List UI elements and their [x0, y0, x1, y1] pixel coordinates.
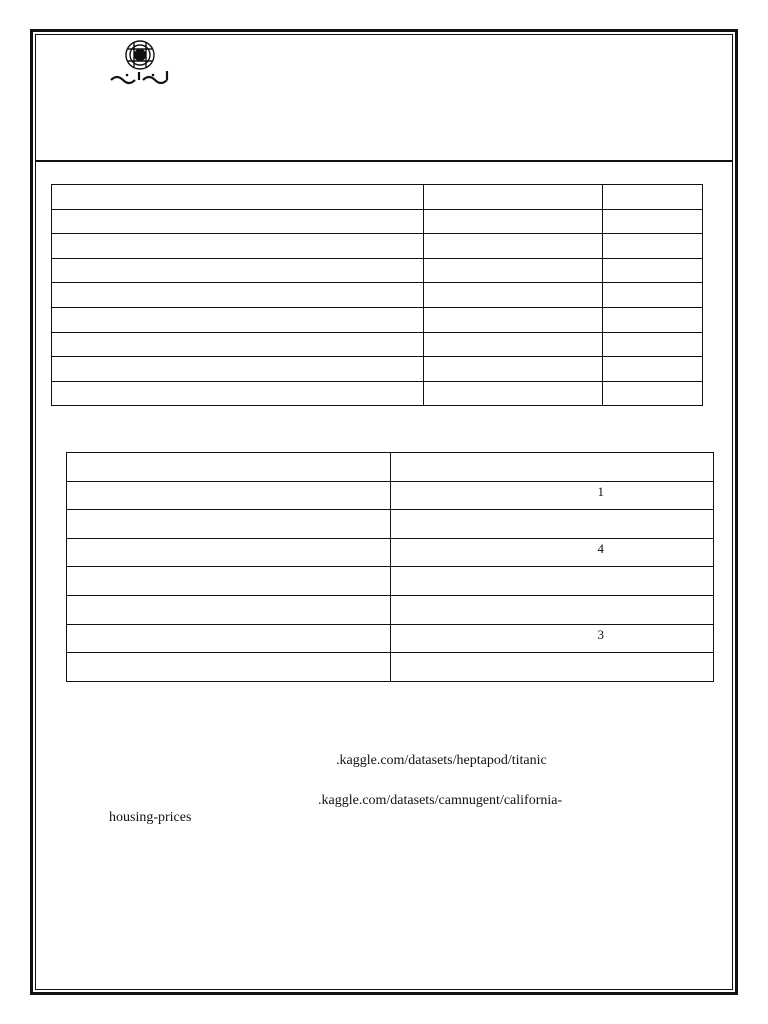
table-row [52, 209, 703, 234]
table-row [67, 481, 714, 510]
table-row [67, 653, 714, 682]
table-row [52, 283, 703, 308]
table-cell [423, 234, 602, 259]
assessment-table [66, 452, 714, 682]
table-cell [390, 624, 714, 653]
table-cell [52, 381, 424, 406]
table-cell [390, 567, 714, 596]
table-cell [423, 283, 602, 308]
table-cell [603, 381, 703, 406]
table-cell [423, 185, 602, 210]
table-cell [603, 332, 703, 357]
table-row [52, 381, 703, 406]
table-cell [52, 307, 424, 332]
table-row [67, 567, 714, 596]
cell-value: 1 [597, 483, 604, 499]
course-info-table [51, 184, 703, 406]
table-cell [390, 510, 714, 539]
table-cell [603, 307, 703, 332]
table-cell [390, 595, 714, 624]
table-cell [390, 538, 714, 567]
table-cell [67, 538, 391, 567]
table-cell [67, 481, 391, 510]
table-cell [603, 258, 703, 283]
table-cell [67, 595, 391, 624]
table-cell [603, 234, 703, 259]
table-cell [52, 234, 424, 259]
table-cell [603, 209, 703, 234]
housing-dataset-link-continued[interactable]: housing-prices [109, 810, 192, 825]
table-cell [603, 185, 703, 210]
table-cell [423, 332, 602, 357]
table-row [52, 185, 703, 210]
table-row [67, 453, 714, 482]
table-cell [67, 453, 391, 482]
table-cell [52, 283, 424, 308]
table-cell [390, 453, 714, 482]
table-row [52, 258, 703, 283]
cell-value: 3 [597, 626, 604, 642]
table-row [52, 357, 703, 382]
table-cell [423, 258, 602, 283]
table-cell [603, 283, 703, 308]
table-row [52, 307, 703, 332]
table-cell [423, 209, 602, 234]
table-cell [423, 307, 602, 332]
table-cell [52, 209, 424, 234]
table-row [67, 595, 714, 624]
table-cell [67, 624, 391, 653]
table-row [67, 510, 714, 539]
university-logo-icon [105, 38, 175, 86]
table-cell [390, 481, 714, 510]
table-cell [603, 357, 703, 382]
table-row [52, 332, 703, 357]
table-cell [390, 653, 714, 682]
housing-dataset-link[interactable]: .kaggle.com/datasets/camnugent/california- [318, 793, 563, 808]
table-cell [423, 357, 602, 382]
table-cell [52, 185, 424, 210]
table-row [52, 234, 703, 259]
table-cell [52, 332, 424, 357]
table-row [67, 538, 714, 567]
table-row [67, 624, 714, 653]
table-cell [52, 258, 424, 283]
titanic-dataset-link[interactable]: .kaggle.com/datasets/heptapod/titanic [336, 753, 547, 768]
table-cell [67, 510, 391, 539]
cell-value: 4 [597, 540, 604, 556]
table-cell [52, 357, 424, 382]
header-divider [36, 160, 732, 162]
table-cell [67, 567, 391, 596]
table-cell [67, 653, 391, 682]
table-cell [423, 381, 602, 406]
